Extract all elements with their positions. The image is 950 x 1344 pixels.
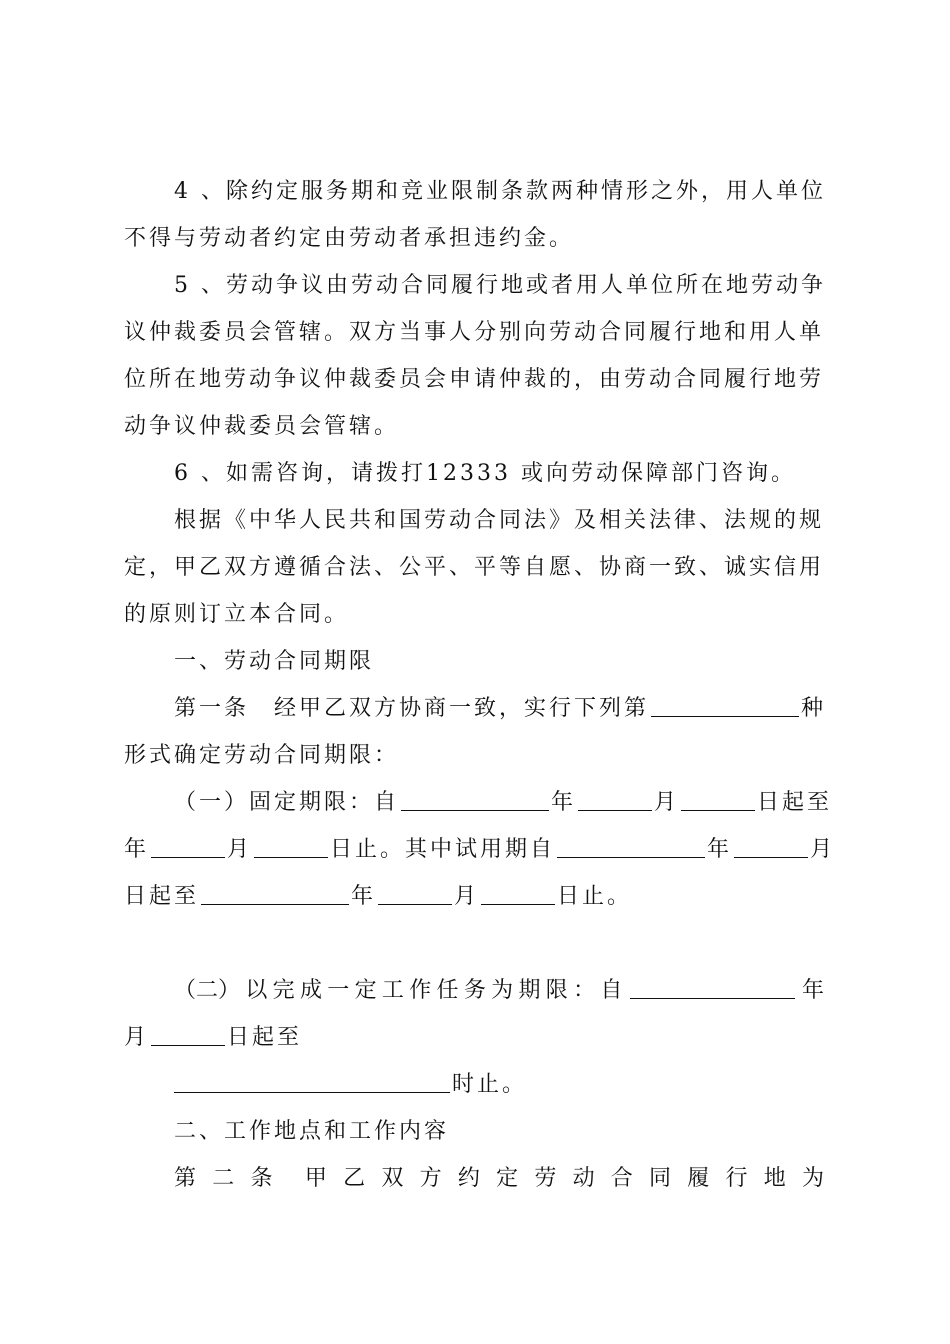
article-1-line-2: 形式确定劳动合同期限： [124, 743, 400, 768]
task-term-line-1 [174, 976, 824, 1006]
article-2-char: 双 [381, 1166, 404, 1191]
task-char: （二） [174, 978, 241, 1003]
day-from-label: 日起至 [757, 790, 833, 815]
article-1-line-1 [174, 694, 827, 724]
end-month-blank[interactable] [151, 835, 225, 858]
task-term-line-2 [124, 1023, 824, 1053]
form-number-blank[interactable] [651, 694, 799, 717]
article-2-char: 劳 [534, 1166, 557, 1191]
fixed-term-line-2 [124, 835, 836, 865]
probation-start-year-blank[interactable] [557, 835, 705, 858]
task-completion-blank[interactable] [174, 1070, 450, 1093]
clause-5-line-4: 动争议仲裁委员会管辖。 [124, 414, 400, 439]
task-char: 限 [545, 978, 568, 1003]
task-char: 任 [436, 978, 459, 1003]
task-char: 工 [381, 978, 404, 1003]
article-1-suffix: 种 [801, 696, 827, 721]
preamble-line-3: 的原则订立本合同。 [124, 602, 350, 627]
article-2-char: 合 [610, 1166, 633, 1191]
task-start-year-blank[interactable] [630, 976, 795, 999]
start-year-blank[interactable] [401, 788, 549, 811]
year-label: 年 [707, 837, 733, 862]
task-char: 定 [354, 978, 377, 1003]
task-char: 完 [272, 978, 295, 1003]
start-day-blank[interactable] [681, 788, 755, 811]
probation-start-month-blank[interactable] [734, 835, 808, 858]
task-char: 以 [245, 978, 268, 1003]
task-char: 一 [327, 978, 350, 1003]
clause-6-line-1: 6 、如需咨询，请拨打12333 或向劳动保障部门咨询。 [174, 461, 796, 486]
clause-5-line-3: 位所在地劳动争议仲裁委员会申请仲裁的，由劳动合同履行地劳 [124, 367, 825, 392]
clause-5-line-2: 议仲裁委员会管辖。双方当事人分别向劳动合同履行地和用人单 [124, 320, 825, 345]
month-label: 月 [227, 837, 253, 862]
task-char: 自 [600, 978, 623, 1003]
clause-5-line-1: 5 、劳动争议由劳动合同履行地或者用人单位所在地劳动争 [174, 273, 826, 298]
month-label: 月 [654, 790, 680, 815]
article-2-char: 为 [801, 1166, 824, 1191]
start-month-blank[interactable] [578, 788, 652, 811]
task-char: ： [573, 978, 596, 1003]
article-2-char: 定 [496, 1166, 519, 1191]
year-label: 年 [551, 790, 577, 815]
article-2-char: 二 [212, 1166, 235, 1191]
article-2-line-1 [174, 1164, 824, 1194]
day-end-label: 日止。其中试用期自 [330, 837, 556, 862]
end-day-blank[interactable] [254, 835, 328, 858]
year-label: 年 [124, 837, 150, 862]
fixed-term-prefix: （一）固定期限：自 [174, 790, 400, 815]
article-2-char: 约 [457, 1166, 480, 1191]
task-start-day-blank[interactable] [151, 1023, 225, 1046]
task-char: 作 [409, 978, 432, 1003]
probation-end-month-blank[interactable] [378, 882, 452, 905]
article-2-char: 履 [687, 1166, 710, 1191]
year-label: 年 [351, 884, 377, 909]
article-2-char: 条 [250, 1166, 273, 1191]
month-label: 月 [454, 884, 480, 909]
day-from-label: 日起至 [227, 1025, 303, 1050]
article-2-char: 甲 [304, 1166, 327, 1191]
task-char: 务 [463, 978, 486, 1003]
article-2-char: 同 [649, 1166, 672, 1191]
clause-4-line-1: 4 、除约定服务期和竞业限制条款两种情形之外，用人单位 [174, 179, 826, 204]
article-2-char: 地 [763, 1166, 786, 1191]
article-2-char: 方 [419, 1166, 442, 1191]
month-label: 月 [124, 1025, 150, 1050]
fixed-term-line-3 [124, 882, 824, 912]
clause-4-line-2: 不得与劳动者约定由劳动者承担违约金。 [124, 226, 575, 251]
month-label: 月 [810, 837, 836, 862]
task-term-line-3 [174, 1070, 824, 1100]
task-char: 期 [518, 978, 541, 1003]
day-from-label: 日起至 [124, 884, 200, 909]
day-end-label: 日止。 [557, 884, 633, 909]
probation-end-day-blank[interactable] [481, 882, 555, 905]
task-char: 为 [491, 978, 514, 1003]
year-label: 年 [801, 978, 824, 1003]
fixed-term-line-1 [174, 788, 833, 818]
section-1-heading: 一、劳动合同期限 [174, 649, 375, 674]
article-2-char: 乙 [343, 1166, 366, 1191]
article-2-char: 第 [174, 1166, 197, 1191]
section-2-heading: 二、工作地点和工作内容 [174, 1119, 450, 1144]
probation-end-year-blank[interactable] [201, 882, 349, 905]
article-1-text: 第一条 经甲乙双方协商一致，实行下列第 [174, 696, 650, 721]
task-end-label: 时止。 [452, 1072, 528, 1097]
preamble-line-2: 定，甲乙双方遵循合法、公平、平等自愿、协商一致、诚实信用 [124, 555, 825, 580]
article-2-char: 动 [572, 1166, 595, 1191]
article-2-char: 行 [725, 1166, 748, 1191]
preamble-line-1: 根据《中华人民共和国劳动合同法》及相关法律、法规的规 [174, 508, 825, 533]
task-char: 成 [299, 978, 322, 1003]
